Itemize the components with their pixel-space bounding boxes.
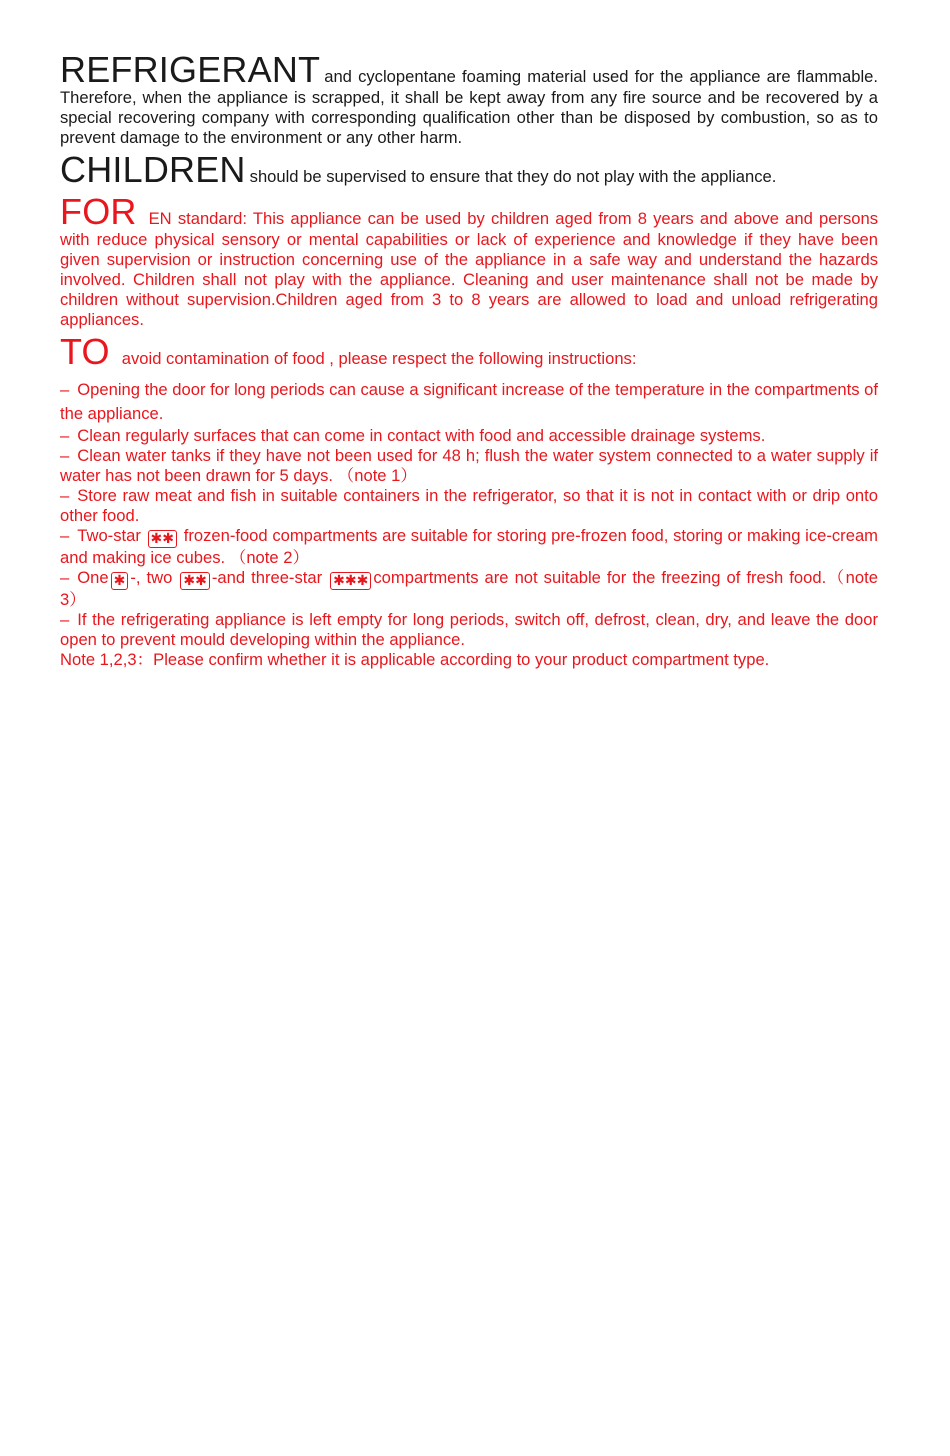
list-item-text: If the refrigerating appliance is left empty for long periods, switch off, defrost, clean, dry, and leave the door open to prevent mould developing within the appliance. bbox=[60, 610, 878, 649]
list-item-text: Two-star bbox=[77, 526, 141, 545]
children-text: should be supervised to ensure that they do not play with the appliance. bbox=[249, 167, 777, 186]
for-en-text: EN standard: This appliance can be used by children aged from 8 years and above and persons with reduce physical sensory or mental capabilities or lack of experience and knowledge if they have been given supervision or instruction concerning use of the appliance in a safe way and understand the hazards involved. Children shall not play with the appliance. Cleaning and user maintenance shall not be made by children without supervision.Children aged from 3 to 8 years are allowed to load and unload refrigerating appliances. bbox=[60, 209, 878, 329]
list-dash: – bbox=[60, 426, 70, 445]
for-heading: FOR bbox=[60, 191, 137, 232]
list-item-text: Clean regularly surfaces that can come in contact with food and accessible drainage systems. bbox=[77, 426, 766, 445]
to-avoid-paragraph bbox=[60, 331, 878, 372]
list-dash: – bbox=[60, 446, 70, 465]
list-dash: – bbox=[60, 568, 70, 587]
three-star-icon: ✱✱✱ bbox=[330, 572, 371, 590]
list-dash: – bbox=[60, 486, 70, 505]
list-item-store-meat bbox=[60, 486, 878, 526]
note-line bbox=[60, 650, 878, 670]
list-item-text: Clean water tanks if they have not been used for 48 h; flush the water system connected to a water supply if water has not been drawn for 5 days. （note 1） bbox=[60, 446, 878, 485]
one-star-icon: ✱ bbox=[111, 572, 129, 590]
instruction-list bbox=[60, 378, 878, 670]
list-item-text: Opening the door for long periods can cause a significant increase of the temperature in the compartments of the appliance. bbox=[60, 380, 878, 423]
list-dash: – bbox=[60, 526, 70, 545]
list-item-text: -and three-star bbox=[211, 568, 323, 587]
list-item-clean-surfaces bbox=[60, 426, 878, 446]
to-avoid-text: avoid contamination of food , please respect the following instructions: bbox=[121, 349, 637, 368]
two-star-icon: ✱✱ bbox=[148, 530, 177, 548]
children-paragraph bbox=[60, 149, 878, 190]
list-item-clean-tanks bbox=[60, 446, 878, 486]
two-star-icon: ✱✱ bbox=[180, 572, 209, 590]
refrigerant-text: and cyclopentane foaming material used for the appliance are flammable. Therefore, when the appliance is scrapped, it shall be kept away from any fire source and be recovered by a special recovering company with corresponding qualification other than be disposed by combustion, so as to prevent damage to the environment or any other harm. bbox=[60, 67, 878, 147]
list-item-star-compartments bbox=[60, 568, 878, 610]
for-en-paragraph bbox=[60, 191, 878, 330]
list-dash: – bbox=[60, 610, 70, 629]
list-item-text: compartments are not suitable for the freezing of fresh food.（note 3） bbox=[60, 568, 878, 609]
to-heading: TO bbox=[60, 331, 110, 372]
list-item-text: -, two bbox=[130, 568, 173, 587]
list-item-empty-appliance bbox=[60, 610, 878, 650]
list-item-text: Store raw meat and fish in suitable containers in the refrigerator, so that it is not in contact with or drip onto other food. bbox=[60, 486, 878, 525]
children-heading: CHILDREN bbox=[60, 149, 246, 190]
list-item-text: One bbox=[77, 568, 109, 587]
list-item-opening-door bbox=[60, 378, 878, 426]
refrigerant-heading: REFRIGERANT bbox=[60, 49, 321, 90]
list-dash: – bbox=[60, 380, 70, 399]
list-item-two-star bbox=[60, 526, 878, 568]
note-text: Note 1,2,3：Please confirm whether it is applicable according to your product compartment type. bbox=[60, 650, 770, 669]
list-item-text: frozen-food compartments are suitable for storing pre-frozen food, storing or making ice-cream and making ice cubes. （note 2） bbox=[60, 526, 878, 567]
refrigerant-paragraph bbox=[60, 49, 878, 148]
